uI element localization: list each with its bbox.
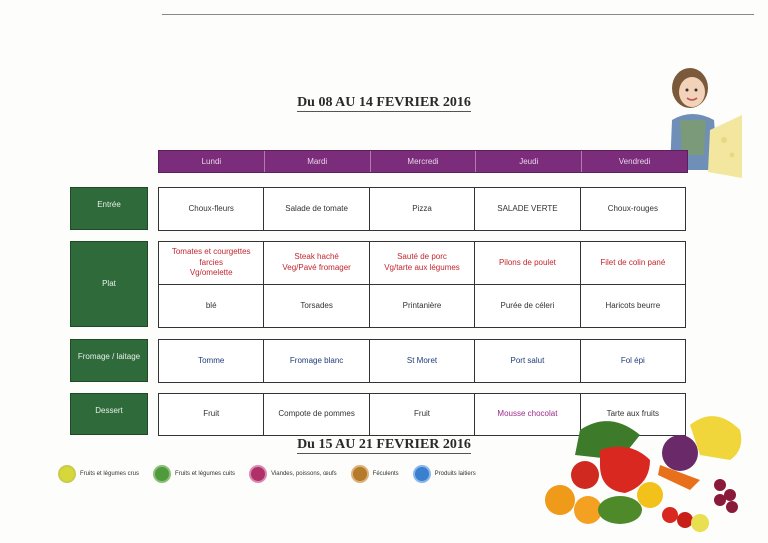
plat-side-cell: Torsades xyxy=(264,285,369,327)
week-1-title: Du 08 AU 14 FEVRIER 2016 xyxy=(297,95,471,110)
fromage-cell: Fromage blanc xyxy=(264,340,369,382)
plat-side-cell: Printanière xyxy=(370,285,475,327)
plat-main-cell: Filet de colin pané xyxy=(600,257,666,267)
plat-main-row xyxy=(159,242,685,284)
dessert-cell: Fruit xyxy=(159,394,264,435)
dessert-cell: Compote de pommes xyxy=(264,394,369,435)
fromage-cell: Port salut xyxy=(475,340,580,382)
entree-cell: Pizza xyxy=(370,188,475,230)
row-label-plat: Plat xyxy=(70,241,148,327)
dessert-cell: Mousse chocolat xyxy=(475,394,580,435)
day-header-tuesday: Mardi xyxy=(265,151,371,172)
legend-item-raw: Fruits et légumes crus xyxy=(58,465,139,483)
entree-cell: Salade de tomate xyxy=(264,188,369,230)
fromage-cell: St Moret xyxy=(370,340,475,382)
day-header-thursday: Jeudi xyxy=(476,151,582,172)
row-label-entree: Entrée xyxy=(70,187,148,230)
dessert-cell: Fruit xyxy=(370,394,475,435)
plat-side-cell: blé xyxy=(159,285,264,327)
cooked-produce-icon xyxy=(153,465,171,483)
entree-cell: Choux-rouges xyxy=(607,203,658,213)
entree-row xyxy=(158,187,686,231)
row-label-dessert: Dessert xyxy=(70,393,148,435)
week-2-title: Du 15 AU 21 FEVRIER 2016 xyxy=(297,437,471,452)
plat-side-cell: Haricots beurre xyxy=(605,300,661,310)
starch-icon xyxy=(351,465,369,483)
entree-cell: SALADE VERTE xyxy=(475,188,580,230)
protein-icon xyxy=(249,465,267,483)
legend-item-dairy: Produits laitiers xyxy=(413,465,476,483)
raw-produce-icon xyxy=(58,465,76,483)
plat-main-cell: Pilons de poulet xyxy=(475,242,580,284)
dessert-cell: Tarte aux fruits xyxy=(606,409,660,419)
plat-main-cell: Tomates et courgettes farcies Vg/omelette xyxy=(159,242,264,284)
legend-item-starch: Féculents xyxy=(351,465,399,483)
legend-item-protein: Viandes, poissons, œufs xyxy=(249,465,337,483)
plat-block xyxy=(158,241,686,328)
weekday-header xyxy=(158,150,688,173)
dairy-icon xyxy=(413,465,431,483)
day-header-friday: Vendredi xyxy=(618,157,651,166)
plat-side-row xyxy=(159,284,685,327)
top-divider xyxy=(162,14,754,15)
day-header-monday: Lundi xyxy=(159,151,265,172)
plat-main-cell: Steak haché Veg/Pavé fromager xyxy=(264,242,369,284)
legend-item-cooked: Fruits et légumes cuits xyxy=(153,465,235,483)
food-group-legend xyxy=(58,465,490,483)
fromage-cell: Fol épi xyxy=(620,355,645,365)
day-header-wednesday: Mercredi xyxy=(371,151,477,172)
plat-main-cell: Sauté de porc Vg/tarte aux légumes xyxy=(370,242,475,284)
fromage-cell: Tomme xyxy=(159,340,264,382)
entree-cell: Choux-fleurs xyxy=(159,188,264,230)
fromage-row xyxy=(158,339,686,383)
vegetables-illustration xyxy=(540,405,750,535)
plat-side-cell: Purée de céleri xyxy=(475,285,580,327)
row-label-fromage: Fromage / laitage xyxy=(70,339,148,382)
